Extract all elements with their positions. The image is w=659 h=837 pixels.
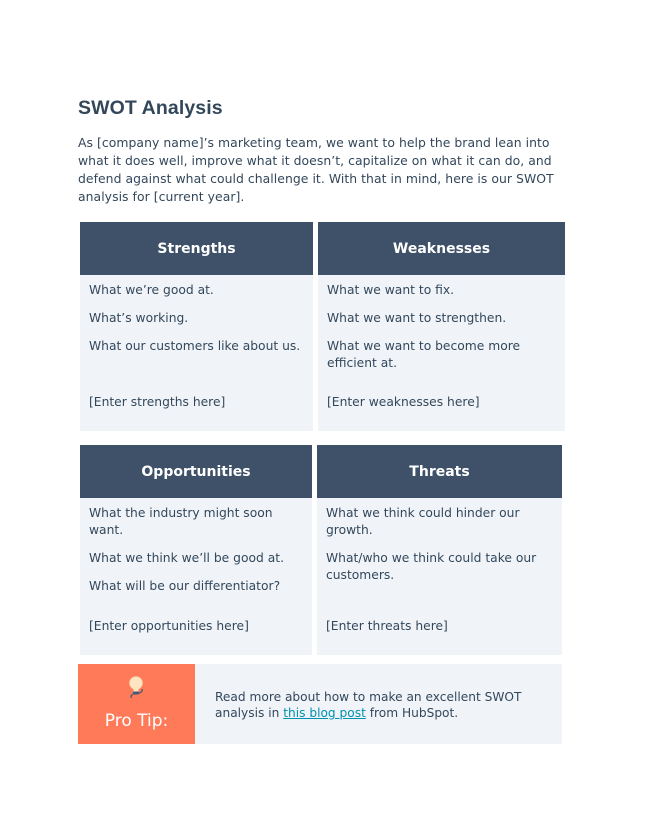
pro-tip-text-before: Read more about how to make an excellent SWOT analysis in (215, 690, 522, 720)
pro-tip-label: Pro Tip: (104, 711, 169, 731)
weaknesses-prompt: What we want to fix. (327, 283, 455, 297)
weaknesses-input-placeholder[interactable]: [Enter weaknesses here] (327, 395, 480, 409)
strengths-prompt: What’s working. (89, 311, 189, 325)
weaknesses-body (318, 275, 565, 431)
swot-cell-opportunities (80, 445, 312, 655)
opportunities-input-placeholder[interactable]: [Enter opportunities here] (89, 619, 249, 633)
swot-cell-weaknesses (318, 222, 565, 431)
pro-tip-text (215, 689, 535, 721)
pro-tip-text-after: from HubSpot. (365, 706, 459, 720)
pro-tip-content (195, 664, 562, 744)
threats-prompt: What we think could hinder our growth. (326, 506, 520, 537)
weaknesses-prompt: What we want to become more efficient at. (327, 339, 521, 370)
threats-body (317, 498, 562, 655)
intro-paragraph: As [company name]’s marketing team, we want to help the brand lean into what it does well, improve what it doesn’t, capitalize on what it can do, and defend against what could challenge it. With that in mind, here is our SWOT analysis for [current year]. (78, 135, 554, 204)
strengths-prompt: What we’re good at. (89, 283, 214, 297)
threats-input-placeholder[interactable]: [Enter threats here] (326, 619, 448, 633)
strengths-prompt: What our customers like about us. (89, 339, 301, 353)
opportunities-prompt: What the industry might soon want. (89, 506, 273, 537)
strengths-body (80, 275, 313, 431)
weaknesses-heading: Weaknesses (318, 222, 565, 275)
blog-post-link[interactable]: this blog post (283, 706, 366, 720)
pro-tip-box (78, 664, 562, 744)
lightbulb-icon (127, 675, 147, 699)
weaknesses-prompt: What we want to strengthen. (327, 311, 507, 325)
strengths-heading: Strengths (80, 222, 313, 275)
opportunities-heading: Opportunities (80, 445, 312, 498)
swot-cell-strengths (80, 222, 313, 431)
page-title: SWOT Analysis (78, 97, 223, 119)
opportunities-prompt: What we think we’ll be good at. (89, 551, 284, 565)
threats-prompt: What/who we think could take our customers. (326, 551, 537, 582)
opportunities-prompt: What will be our differentiator? (89, 579, 281, 593)
strengths-input-placeholder[interactable]: [Enter strengths here] (89, 395, 226, 409)
threats-heading: Threats (317, 445, 562, 498)
opportunities-body (80, 498, 312, 655)
pro-tip-badge (78, 664, 195, 744)
swot-cell-threats (317, 445, 562, 655)
